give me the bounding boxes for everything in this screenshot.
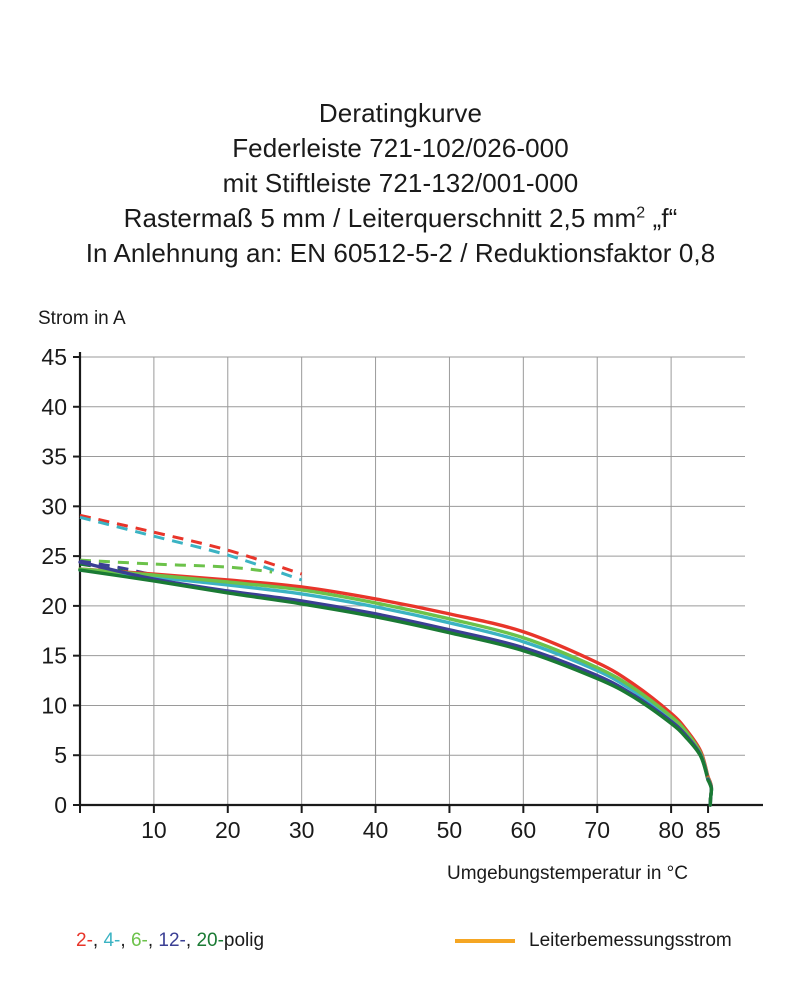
y-tick-label: 25 [41,543,67,570]
x-tick-label: 40 [362,817,389,843]
legend-poles [76,930,264,952]
rated-current-swatch [455,939,515,943]
x-tick-label: 10 [141,817,167,843]
x-tick-label: 60 [510,817,537,843]
title-line-4-suffix: „f“ [645,203,678,233]
legend-separator: , [120,930,131,951]
series-line-6-polig [80,569,708,778]
x-tick-label: 30 [288,817,315,843]
legend-rated-current [455,930,732,952]
title-line-5: In Anlehnung an: EN 60512-5-2 / Reduktionsfaktor 0,8 [85,238,716,268]
title-line-4-text: Rastermaß 5 mm / Leiterquerschnitt 2,5 mm [123,203,637,233]
y-tick-label: 30 [41,493,67,520]
y-tick-label: 45 [41,344,67,370]
x-tick-label: 70 [584,817,611,843]
x-tick-label: 85 [695,817,721,843]
x-axis-title: Umgebungstemperatur in °C [447,863,688,884]
title-line-2: Federleiste 721-102/026-000 [232,133,569,163]
legend-separator: , [147,930,159,951]
y-tick-label: 5 [54,742,67,769]
legend-poles-suffix: polig [223,930,265,951]
y-tick-label: 0 [54,792,67,818]
title-line-1: Deratingkurve [318,98,483,128]
y-tick-label: 15 [41,642,67,669]
legend-pole-4: 4- [103,930,121,951]
y-axis-title: Strom in A [38,308,126,329]
y-tick-label: 35 [41,443,67,470]
x-tick-label: 50 [436,817,463,843]
legend-separator: , [185,930,197,951]
title-line-3: mit Stiftleiste 721-132/001-000 [222,168,579,198]
x-tick-label: 80 [658,817,684,843]
legend-pole-12: 12- [158,930,186,951]
rated-current-label: Leiterbemessungsstrom [529,930,732,951]
series-line-2-polig [80,569,708,777]
legend-pole-20: 20- [196,930,224,951]
y-tick-label: 40 [41,393,67,420]
legend-pole-2: 2- [76,930,93,951]
series-dropoff [708,780,711,805]
y-tick-label: 10 [41,692,67,719]
title-line-4-superscript: 2 [636,204,646,222]
y-tick-label: 20 [41,592,67,619]
chart-legend [0,930,801,970]
x-tick-label: 20 [214,817,241,843]
legend-separator: , [92,930,104,951]
legend-pole-6: 6- [130,930,148,951]
